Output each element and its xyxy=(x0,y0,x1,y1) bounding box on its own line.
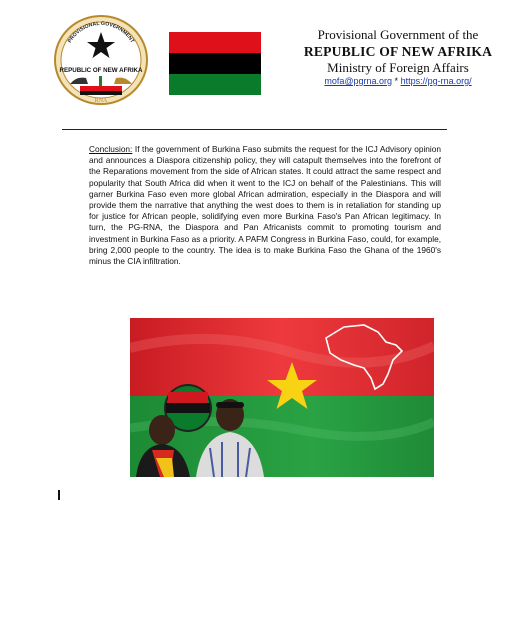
seal-main-text: REPUBLIC OF NEW AFRIKA xyxy=(59,67,143,74)
seal-arc-text: PROVISIONAL GOVERNMENT xyxy=(66,20,136,45)
flag-stripe-green xyxy=(169,74,261,95)
conclusion-text: If the government of Burkina Faso submits the request for the ICJ Advisory opinion and announces a Diaspora citizenship policy, they will catapult themselves into the forefront of the Reparations movement from the side of African states. It could attract the same respect and popularity that South Africa did when it went to the ICJ on behalf of the Palestinians. This will garner Burkina Faso even more global African admiration, especially in the Diaspora and will provide them the narrative that anything the west does to them is in retaliation for standing up for justice for African people, solidifying even more Burkina Faso's Pan African legitimacy. In turn, the PG-RNA, the Diaspora and Pan Africanists commit to promoting tourism and investment in Burkina Faso as a priority. A PAFM Congress in Burkina Faso, could, for example, bring 2,000 people to the country. The idea is to make Burkina Faso the Ghana of the 1960's minus the CIA infiltration. xyxy=(89,144,441,267)
header-title: REPUBLIC OF NEW AFRIKA xyxy=(303,44,493,59)
conclusion-heading: Conclusion: xyxy=(89,144,133,154)
burkina-faso-flag-photo xyxy=(130,318,434,477)
seal-bottom-text: RNA xyxy=(94,98,108,104)
contact-separator: * xyxy=(392,76,401,86)
rna-flag xyxy=(169,32,261,95)
header-line-1: Provisional Government of the xyxy=(317,27,479,42)
flag-stripe-red xyxy=(169,32,261,53)
divider-line xyxy=(62,129,447,130)
letterhead xyxy=(283,27,513,87)
flag-stripe-black xyxy=(169,53,261,74)
conclusion-paragraph xyxy=(89,144,441,267)
header-contact xyxy=(283,75,513,87)
email-link[interactable]: mofa@pgrna.org xyxy=(324,76,393,86)
rna-seal-logo xyxy=(52,14,150,106)
text-cursor xyxy=(58,490,60,500)
header-ministry: Ministry of Foreign Affairs xyxy=(327,60,469,75)
website-link[interactable]: https://pg-rna.org/ xyxy=(400,76,472,86)
